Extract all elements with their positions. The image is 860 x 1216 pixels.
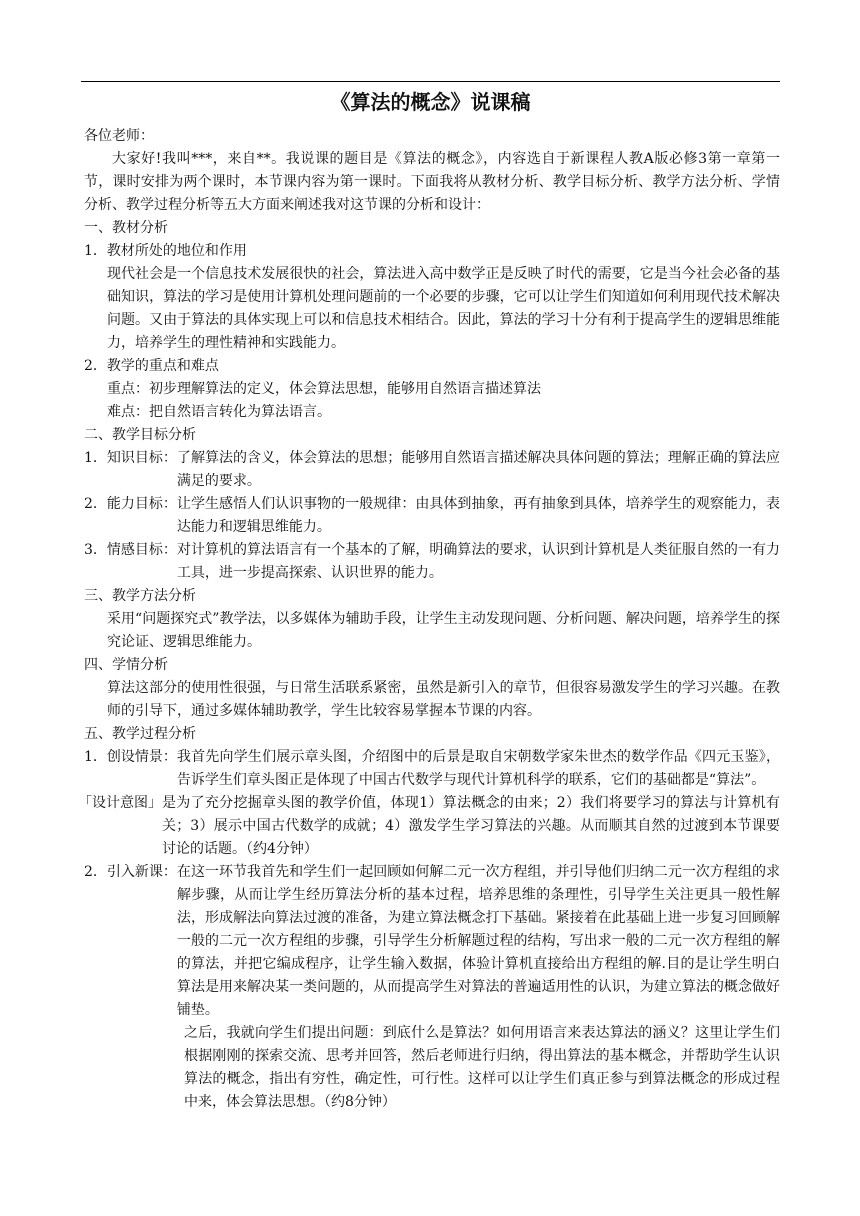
goal-label: 1．知识目标： bbox=[84, 450, 177, 466]
process-step-scenario bbox=[84, 746, 780, 792]
goal-text: 让学生感悟人们认识事物的一般规律：由具体到抽象，再有抽象到具体，培养学生的观察能力，表达能力和逻辑思维能力。 bbox=[176, 496, 780, 535]
document-body bbox=[78, 125, 780, 1114]
section-heading-materials: 一、教材分析 bbox=[84, 220, 168, 236]
design-intent bbox=[78, 792, 780, 861]
method-paragraph: 采用“问题探究式”教学法，以多媒体为辅助手段，让学生主动发现问题、分析问题、解决问题，培养学生的探究论证、逻辑思维能力。 bbox=[107, 611, 780, 650]
subheading-key-difficult: 2．教学的重点和难点 bbox=[84, 358, 219, 374]
step-text: 我首先向学生们展示章头图，介绍图中的后景是取自宋朝数学家朱世杰的数学作品《四元玉鉴》，告诉学生们章头图正是体现了中国古代数学与现代计算机科学的联系，它们的基础都是“算法”。 bbox=[176, 749, 780, 788]
design-label: 「设计意图」 bbox=[78, 795, 162, 811]
document-title: 《算法的概念》说课稿 bbox=[330, 90, 531, 114]
section-heading-process: 五、教学过程分析 bbox=[84, 726, 196, 742]
subheading-position: 1．教材所处的地位和作用 bbox=[84, 243, 247, 259]
goal-knowledge bbox=[84, 447, 780, 493]
section-heading-method: 三、教学方法分析 bbox=[84, 588, 196, 604]
goal-text: 对计算机的算法语言有一个基本的了解，明确算法的要求，认识到计算机是人类征服自然的一有力工具，进一步提高探索、认识世界的能力。 bbox=[176, 542, 780, 581]
goal-label: 2．能力目标： bbox=[84, 496, 177, 512]
difficult-point: 难点：把自然语言转化为算法语言。 bbox=[107, 404, 331, 420]
goal-emotion bbox=[84, 539, 780, 585]
intro-paragraph: 大家好!我叫***，来自**。我说课的题目是《算法的概念》，内容选自于新课程人教A版必修3第一章第一节，课时安排为两个课时，本节课内容为第一课时。下面我将从教材分析、教学目标分析、教学方法分析、学情分析、教学过程分析等五大方面来阐述我对这节课的分析和设计： bbox=[84, 151, 780, 213]
learners-paragraph: 算法这部分的使用性很强，与日常生活联系紧密，虽然是新引入的章节，但很容易激发学生的学习兴趣。在教师的引导下，通过多媒体辅助教学，学生比较容易掌握本节课的内容。 bbox=[107, 680, 780, 719]
section-heading-learners: 四、学情分析 bbox=[84, 657, 168, 673]
goal-label: 3．情感目标： bbox=[84, 542, 177, 558]
greeting: 各位老师： bbox=[84, 128, 154, 144]
process-step-new-lesson bbox=[84, 861, 780, 1022]
step-label: 2．引入新课： bbox=[84, 864, 177, 880]
key-point: 重点：初步理解算法的定义，体会算法思想，能够用自然语言描述算法 bbox=[107, 381, 541, 397]
section-heading-goals: 二、教学目标分析 bbox=[84, 427, 196, 443]
step-label: 1．创设情景： bbox=[84, 749, 177, 765]
position-paragraph: 现代社会是一个信息技术发展很快的社会，算法进入高中数学正是反映了时代的需要，它是当今社会必备的基础知识，算法的学习是使用计算机处理问题前的一个必要的步骤，它可以让学生们知道如何利用现代技术解决问题。又由于算法的具体实现上可以和信息技术相结合。因此，算法的学习十分有利于提高学生的逻辑思维能力，培养学生的理性精神和实践能力。 bbox=[107, 266, 780, 351]
step-text: 在这一环节我首先和学生们一起回顾如何解二元一次方程组，并引导他们归纳二元一次方程组的求解步骤，从而让学生经历算法分析的基本过程，培养思维的条理性，引导学生关注更具一般性解法，形成解法向算法过渡的准备，为建立算法概念打下基础。紧接着在此基础上进一步复习回顾解一般的二元一次方程组的步骤，引导学生分析解题过程的结构，写出求一般的二元一次方程组的解的算法，并把它编成程序，让学生输入数据，体验计算机直接给出方程组的解.目的是让学生明白算法是用来解决某一类问题的，从而提高学生对算法的普遍适用性的认识，为建立算法的概念做好铺垫。 bbox=[176, 864, 780, 1018]
goal-ability bbox=[84, 493, 780, 539]
process-step-new-lesson-continued: 之后，我就向学生们提出问题：到底什么是算法？如何用语言来表达算法的涵义？这里让学生们根据刚刚的探索交流、思考并回答，然后老师进行归纳，得出算法的基本概念，并帮助学生认识算法的概念，指出有穷性，确定性，可行性。这样可以让学生们真正参与到算法概念的形成过程中来，体会算法思想。（约8分钟） bbox=[184, 1025, 780, 1110]
header-rule bbox=[81, 81, 780, 82]
design-text: 是为了充分挖掘章头图的教学价值，体现1）算法概念的由来；2）我们将要学习的算法与计算机有关；3）展示中国古代数学的成就；4）激发学生学习算法的兴趣。从而顺其自然的过渡到本节课要讨论的话题。（约4分钟） bbox=[162, 795, 780, 857]
goal-text: 了解算法的含义，体会算法的思想；能够用自然语言描述解决具体问题的算法；理解正确的算法应满足的要求。 bbox=[176, 450, 780, 489]
